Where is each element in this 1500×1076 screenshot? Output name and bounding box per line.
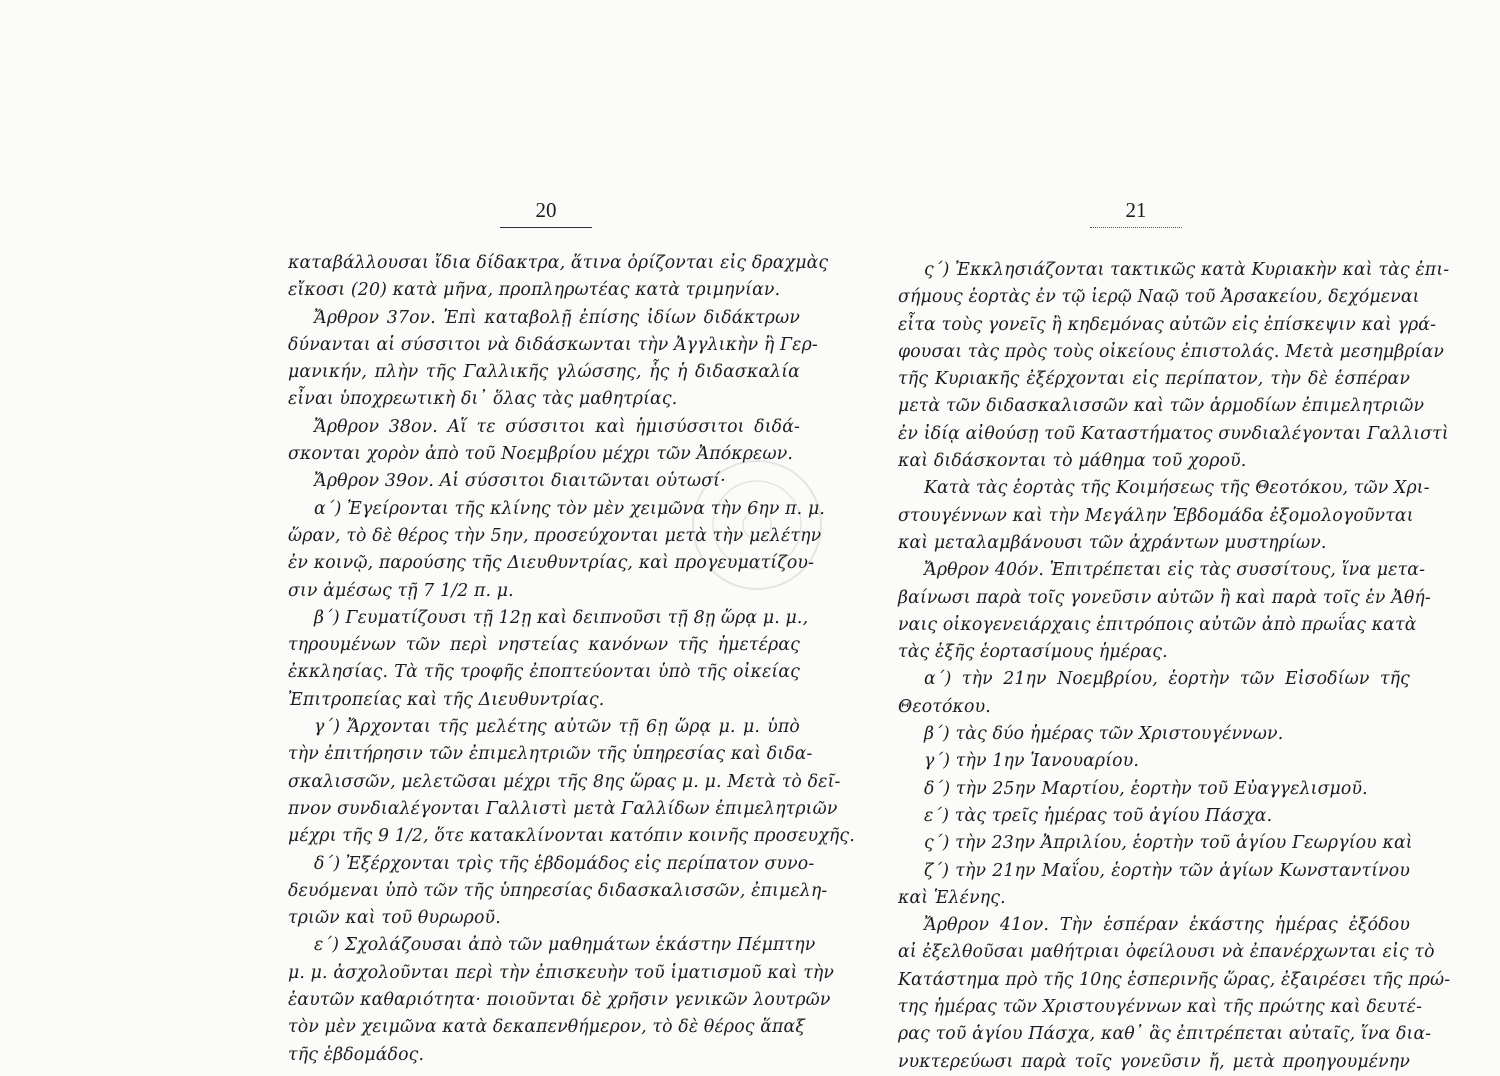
text-line: δ΄) Ἐξέρχονται τρὶς τῆς ἑβδομάδος εἰς περίπατον συνο-	[314, 853, 815, 874]
text-line: β΄) Γευματίζουσι τῇ 12ῃ καὶ δειπνοῦσι τῇ 8ῃ ὥρᾳ μ. μ.,	[314, 607, 809, 628]
text-line: τῆς ἑβδομάδος.	[288, 1044, 425, 1065]
text-line: α΄) Ἐγείρονται τῆς κλίνης τὸν μὲν χειμῶνα τὴν 6ην π. μ.	[314, 498, 825, 519]
page-number-text: 20	[535, 198, 557, 222]
text-line: ς΄) Ἐκκλησιάζονται τακτικῶς κατὰ Κυριακὴν καὶ τὰς ἐπι-	[924, 260, 1450, 280]
text-line: Ἐπιτροπείας καὶ τῆς Διευθυντρίας.	[288, 689, 605, 710]
page-number-rule	[500, 227, 592, 228]
text-line: πνον συνδιαλέγονται Γαλλιστὶ μετὰ Γαλλίδων ἐπιμελητριῶν	[288, 798, 838, 819]
text-line: βαίνωσι παρὰ τοῖς γονεῦσιν αὐτῶν ἢ καὶ παρὰ τοῖς ἐν Ἀθή-	[898, 587, 1431, 608]
text-line: νυκτερεύωσι παρὰ τοῖς γονεῦσιν ἤ, μετὰ προηγουμένην	[898, 1051, 1410, 1072]
text-line: ὥραν, τὸ δὲ θέρος τὴν 5ην, προσεύχονται μετὰ τὴν μελέτην	[288, 525, 822, 546]
left-page-text	[288, 250, 855, 1069]
text-line: α΄) τὴν 21ην Νοεμβρίου, ἑορτὴν τῶν Εἰσοδίων τῆς	[924, 669, 1410, 690]
text-line: ἐκκλησίας. Τὰ τῆς τροφῆς ἐποπτεύονται ὑπὸ τῆς οἰκείας	[288, 662, 800, 683]
text-line: μ. μ. ἀσχολοῦνται περὶ τὴν ἐπισκευὴν τοῦ ἱματισμοῦ καὶ τὴν	[288, 962, 835, 983]
text-line: Ἄρθρον 39ον. Αἱ σύσσιτοι διαιτῶνται οὑτωσί·	[314, 471, 726, 492]
text-line: καὶ διδάσκονται τὸ μάθημα τοῦ χοροῦ.	[898, 451, 1247, 472]
text-line: μέχρι τῆς 9 1/2, ὅτε κατακλίνονται κατόπιν κοινῆς προσευχῆς.	[288, 826, 855, 847]
text-line: τηρουμένων τῶν περὶ νηστείας κανόνων τῆς ἡμετέρας	[288, 635, 800, 656]
right-page	[750, 0, 1500, 1072]
text-line: ζ΄) τὴν 21ην Μαΐου, ἑορτὴν τῶν ἁγίων Κωνσταντίνου	[924, 860, 1410, 881]
text-line: καὶ μεταλαμβάνουσι τῶν ἀχράντων μυστηρίων.	[898, 532, 1327, 553]
text-line: φουσαι τὰς πρὸς τοὺς οἰκείους ἐπιστολάς. Μετὰ μεσημβρίαν	[898, 341, 1445, 362]
text-line: εἶναι ὑποχρεωτικὴ δι᾿ ὅλας τὰς μαθητρίας.	[288, 389, 678, 410]
text-line: δ΄) τὴν 25ην Μαρτίου, ἑορτὴν τοῦ Εὐαγγελισμοῦ.	[924, 778, 1368, 799]
page-number-rule	[1090, 227, 1182, 228]
text-line: τὰς ἑξῆς ἑορτασίμους ἡμέρας.	[898, 642, 1168, 663]
right-page-text	[898, 257, 1451, 1076]
text-line: ε΄) τὰς τρεῖς ἡμέρας τοῦ ἁγίου Πάσχα.	[924, 805, 1273, 826]
text-line: αἱ ἐξελθοῦσαι μαθήτριαι ὀφείλουσι νὰ ἐπανέρχωνται εἰς τὸ	[898, 942, 1435, 963]
text-line: εἶτα τοὺς γονεῖς ἢ κηδεμόνας αὐτῶν εἰς ἐπίσκεψιν καὶ γρά-	[898, 314, 1437, 335]
text-line: Ἄρθρον 38ον. Αἵ τε σύσσιτοι καὶ ἡμισύσσιτοι διδά-	[314, 416, 800, 437]
text-line: της ἡμέρας τῶν Χριστουγέννων καὶ τῆς πρώτης καὶ δευτέ-	[898, 997, 1423, 1018]
text-line: τὸν μὲν χειμῶνα κατὰ δεκαπενθήμερον, τὸ δὲ θέρος ἅπαξ	[288, 1017, 806, 1038]
text-line: Κατάστημα πρὸ τῆς 10ης ἑσπερινῆς ὥρας, ἐξαιρέσει τῆς πρώ-	[898, 969, 1451, 990]
text-line: σιν ἀμέσως τῇ 7 1/2 π. μ.	[288, 580, 514, 601]
page-number-right	[1076, 198, 1196, 228]
text-line: σκονται χορὸν ἀπὸ τοῦ Νοεμβρίου μέχρι τῶν Ἀπόκρεων.	[288, 444, 794, 465]
text-line: τὴν ἐπιτήρησιν τῶν ἐπιμελητριῶν τῆς ὑπηρεσίας καὶ διδα-	[288, 744, 813, 765]
page-number-text: 21	[1125, 198, 1147, 222]
text-line: ἐν ἰδίᾳ αἰθούσῃ τοῦ Καταστήματος συνδιαλέγονται Γαλλιστὶ	[898, 423, 1449, 444]
text-line: γ΄) τὴν 1ην Ἰανουαρίου.	[924, 751, 1140, 772]
text-line: ἑαυτῶν καθαριότητα· ποιοῦνται δὲ χρῆσιν γενικῶν λουτρῶν	[288, 990, 831, 1011]
text-line: δευόμεναι ὑπὸ τῶν τῆς ὑπηρεσίας διδασκαλισσῶν, ἐπιμελη-	[288, 880, 828, 901]
text-line: ρας τοῦ ἁγίου Πάσχα, καθ᾿ ἃς ἐπιτρέπεται αὐταῖς, ἵνα δια-	[898, 1024, 1432, 1045]
text-line: στουγέννων καὶ τὴν Μεγάλην Ἑβδομάδα ἐξομολογοῦνται	[898, 505, 1414, 526]
text-line: Κατὰ τὰς ἑορτὰς τῆς Κοιμήσεως τῆς Θεοτόκου, τῶν Χρι-	[924, 478, 1430, 499]
text-line: ναις οἰκογενειάρχαις ἐπιτρόποις αὐτῶν ἀπὸ πρωΐας κατὰ	[898, 614, 1417, 635]
text-line: Ἄρθρον 40όν. Ἐπιτρέπεται εἰς τὰς συσσίτους, ἵνα μετα-	[924, 560, 1426, 581]
text-line: ε΄) Σχολάζουσαι ἀπὸ τῶν μαθημάτων ἑκάστην Πέμπτην	[314, 935, 816, 956]
text-line: μανικήν, πλὴν τῆς Γαλλικῆς γλώσσης, ἧς ἡ διδασκαλία	[288, 362, 800, 383]
page-number-left	[486, 198, 606, 228]
text-line: μετὰ τῶν διδασκαλισσῶν καὶ τῶν ἁρμοδίων ἐπιμελητριῶν	[898, 396, 1425, 417]
text-line: τῆς Κυριακῆς ἐξέρχονται εἰς περίπατον, τὴν δὲ ἑσπέραν	[898, 369, 1410, 390]
text-line: τριῶν καὶ τοῦ θυρωροῦ.	[288, 908, 501, 929]
text-line: Ἄρθρον 41ον. Τὴν ἑσπέραν ἑκάστης ἡμέρας ἐξόδου	[924, 915, 1410, 936]
text-line: σκαλισσῶν, μελετῶσαι μέχρι τῆς 8ης ὥρας μ. μ. Μετὰ τὸ δεῖ-	[288, 771, 841, 792]
text-line: β΄) τὰς δύο ἡμέρας τῶν Χριστουγέννων.	[924, 724, 1284, 745]
text-line: σήμους ἑορτὰς ἐν τῷ ἱερῷ Ναῷ τοῦ Ἀρσακείου, δεχόμεναι	[898, 287, 1420, 308]
text-line: καὶ Ἑλένης.	[898, 887, 1006, 908]
text-line: ς΄) τὴν 23ην Ἀπριλίου, ἑορτὴν τοῦ ἁγίου Γεωργίου καὶ	[924, 833, 1413, 854]
text-line: ἐν κοινῷ, παρούσης τῆς Διευθυντρίας, καὶ προγευματίζου-	[288, 553, 815, 574]
text-line: Θεοτόκου.	[898, 696, 991, 717]
text-line: καταβάλλουσαι ἴδια δίδακτρα, ἅτινα ὁρίζονται εἰς δραχμὰς	[288, 253, 829, 273]
text-line: γ΄) Ἄρχονται τῆς μελέτης αὐτῶν τῇ 6ῃ ὥρᾳ μ. μ. ὑπὸ	[314, 717, 800, 738]
text-line: εἴκοσι (20) κατὰ μῆνα, προπληρωτέας κατὰ τριμηνίαν.	[288, 280, 781, 301]
library-stamp-icon	[687, 455, 827, 595]
text-line: Ἄρθρον 37ον. Ἐπὶ καταβολῇ ἐπίσης ἰδίων διδάκτρων	[314, 307, 800, 328]
text-line: δύνανται αἱ σύσσιτοι νὰ διδάσκωνται τὴν Ἀγγλικὴν ἢ Γερ-	[288, 334, 818, 355]
